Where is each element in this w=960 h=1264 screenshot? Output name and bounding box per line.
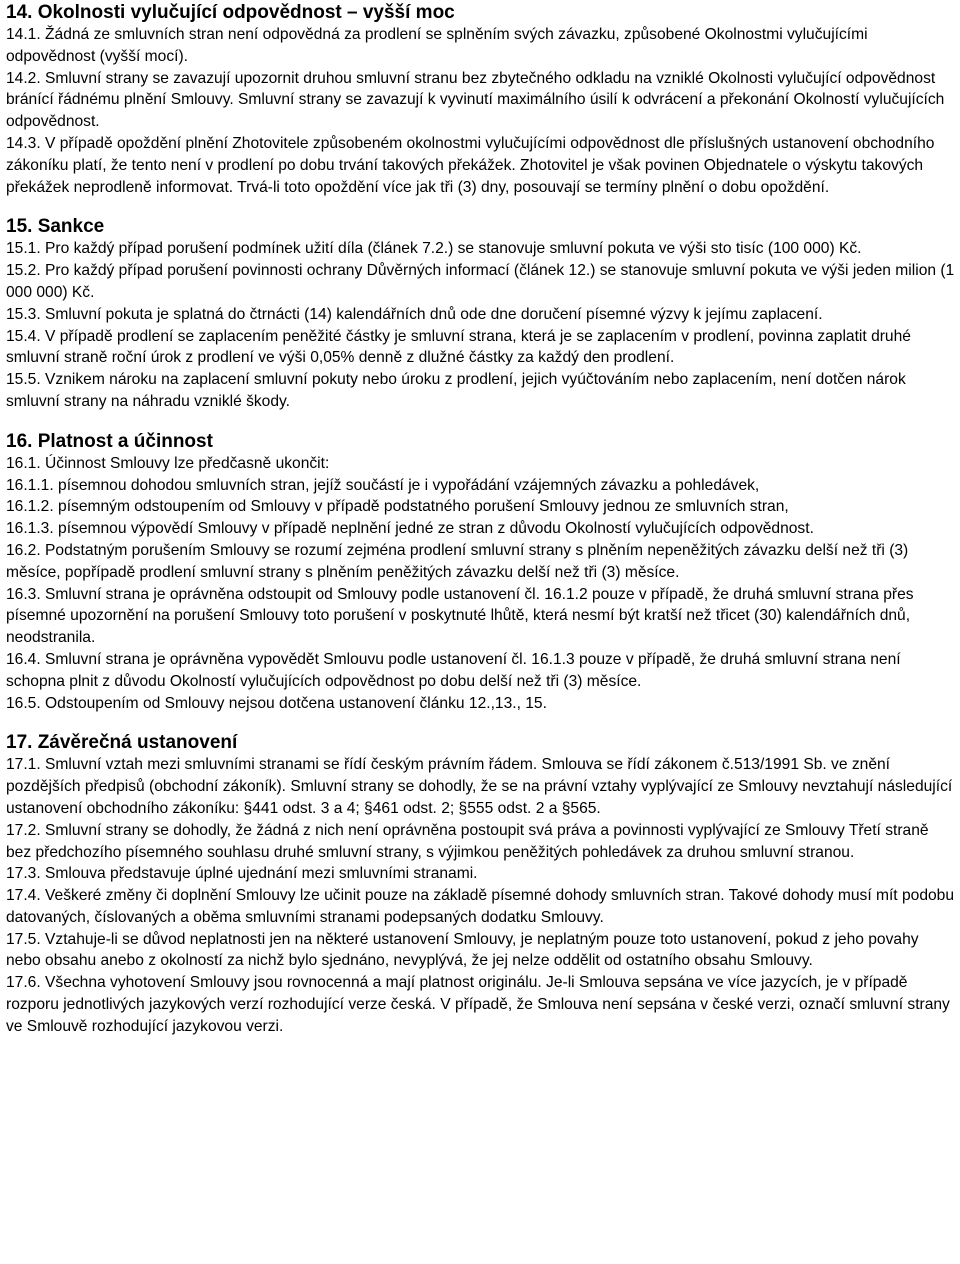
clause-17-2: 17.2. Smluvní strany se dohodly, že žádná z nich není oprávněna postoupit svá práva a povinnosti vyplývající ze Smlouvy Třetí straně bez předchozího písemného souhlasu druhé smluvní strany, s výjimkou peněžitých pohledávek za druhou smluvní stranou. [6, 821, 929, 861]
clause-14-3: 14.3. V případě opoždění plnění Zhotovitele způsobeném okolnostmi vylučujícími odpovědnost dle příslušných ustanovení obchodního zákoníku platí, že tento není v prodlení po dobu trvání takových překážek. Zhotovitel je však povinen Objednatele o výskytu takových překážek neprodleně informovat. Trvá-li toto opoždění více jak tři (3) dny, posouvají se termíny plnění o dobu opoždění. [6, 134, 935, 196]
clause-16-3: 16.3. Smluvní strana je oprávněna odstoupit od Smlouvy podle ustanovení čl. 16.1.2 pouze v případě, že druhá smluvní strana přes písemné upozornění na porušení Smlouvy toto porušení v poskytnuté lhůtě, která nesmí být kratší než třicet (30) kalendářních dnů, neodstranila. [6, 585, 914, 647]
section-title: 17. Závěrečná ustanovení [6, 732, 238, 754]
clause-15-4: 15.4. V případě prodlení se zaplacením peněžité částky je smluvní strana, která je se zaplacením v prodlení, povinna zaplatit druhé smluvní straně roční úrok z prodlení ve výši 0,05% denně z dlužné částky za každý den prodlení. [6, 327, 911, 367]
clause-16-5: 16.5. Odstoupením od Smlouvy nejsou dotčena ustanovení článku 12.,13., 15. [6, 694, 547, 712]
clause-15-5: 15.5. Vznikem nároku na zaplacení smluvní pokuty nebo úroku z prodlení, jejich vyúčtováním nebo zaplacením, není dotčen nárok smluvní strany na náhradu vzniklé škody. [6, 371, 906, 410]
clause-17-4: 17.4. Veškeré změny či doplnění Smlouvy lze učinit pouze na základě písemné dohody smluvních stran. Takové dohody musí mít podobu datovaných, číslovaných a oběma smluvními stranami podepsaných dodatku Smlouvy. [6, 887, 955, 926]
clause-14-1: 14.1. Žádná ze smluvních stran není odpovědná za prodlení se splněním svých závazku, způsobené Okolnostmi vylučujícími odpovědnost (vyšší mocí). [6, 26, 868, 65]
clause-15-2: 15.2. Pro každý případ porušení povinnosti ochrany Důvěrných informací (článek 12.) se stanovuje smluvní pokuta ve výši jeden milion (1 000 000) Kč. [6, 262, 955, 301]
clause-17-5: 17.5. Vztahuje-li se důvod neplatnosti jen na některé ustanovení Smlouvy, je neplatným pouze toto ustanovení, pokud z jeho povahy nebo obsahu anebo z okolností za nichž bylo sjednáno, nevyplývá, že jej nelze oddělit od ostatního obsahu Smlouvy. [6, 930, 919, 970]
clause-16-1-2: 16.1.2. písemným odstoupením od Smlouvy v případě podstatného porušení Smlouvy jednou ze smluvních stran, [6, 498, 789, 516]
clause-15-3: 15.3. Smluvní pokuta je splatná do čtrnácti (14) kalendářních dnů ode dne doručení písemné výzvy k jejímu zaplacení. [6, 305, 823, 323]
clause-16-4: 16.4. Smluvní strana je oprávněna vypovědět Smlouvu podle ustanovení čl. 16.1.3 pouze v případě, že druhá smluvní strana není schopna plnit z důvodu Okolností vylučujících odpovědnost po dobu delší než tři (3) měsíce. [6, 650, 901, 690]
clause-17-3: 17.3. Smlouva představuje úplné ujednání mezi smluvními stranami. [6, 865, 478, 883]
clause-16-1-3: 16.1.3. písemnou výpovědí Smlouvy v případě neplnění jedné ze stran z důvodu Okolností vylučujících odpovědnost. [6, 520, 814, 538]
section-spacer [6, 714, 956, 732]
clause-15-1: 15.1. Pro každý případ porušení podmínek užití díla (článek 7.2.) se stanovuje smluvní pokuta ve výši sto tisíc (100 000) Kč. [6, 240, 862, 258]
clause-17-6: 17.6. Všechna vyhotovení Smlouvy jsou rovnocenná a mají platnost originálu. Je-li Smlouva sepsána ve více jazycích, je v případě rozporu jednotlivých jazykových verzí rozhodující verze česká. V případě, že Smlouva není sepsána v české verzi, označí smluvní strany ve Smlouvě rozhodující jazykovou verzi. [6, 974, 950, 1035]
section-title: 16. Platnost a účinnost [6, 430, 213, 452]
section-spacer [6, 413, 956, 431]
clause-16-1-1: 16.1.1. písemnou dohodou smluvních stran, jejíž součástí je i vypořádání vzájemných závazku a pohledávek, [6, 476, 760, 494]
clause-16-2: 16.2. Podstatným porušením Smlouvy se rozumí zejména prodlení smluvní strany s plněním nepeněžitých závazku delší než tři (3) měsíce, popřípadě prodlení smluvní strany s plněním peněžitých závazku delší než tři (3) měsíce. [6, 541, 909, 581]
clause-14-2: 14.2. Smluvní strany se zavazují upozornit druhou smluvní stranu bez zbytečného odkladu na vzniklé Okolnosti vylučující odpovědnost bránící řádnému plnění Smlouvy. Smluvní strany se zavazují k vyvinutí maximálního úsilí k odvrácení a překonání Okolností vylučujících odpovědnost. [6, 69, 945, 131]
clause-16-1: 16.1. Účinnost Smlouvy lze předčasně ukončit: [6, 454, 330, 472]
section-title: 15. Sankce [6, 216, 105, 238]
clause-17-1: 17.1. Smluvní vztah mezi smluvními stranami se řídí českým právním řádem. Smlouva se řídí zákonem č.513/1991 Sb. ve znění pozdějších předpisů (obchodní zákoník). Smluvní strany se dohodly, že se na právní vztahy vyplývající ze Smlouvy nevztahují následující ustanovení obchodního zákoníku: §441 odst. 3 a 4; §461 odst. 2; §555 odst. 2 a §565. [6, 756, 953, 817]
section-spacer [6, 198, 956, 216]
section-title: 14. Okolnosti vylučující odpovědnost – vyšší moc [6, 2, 455, 23]
